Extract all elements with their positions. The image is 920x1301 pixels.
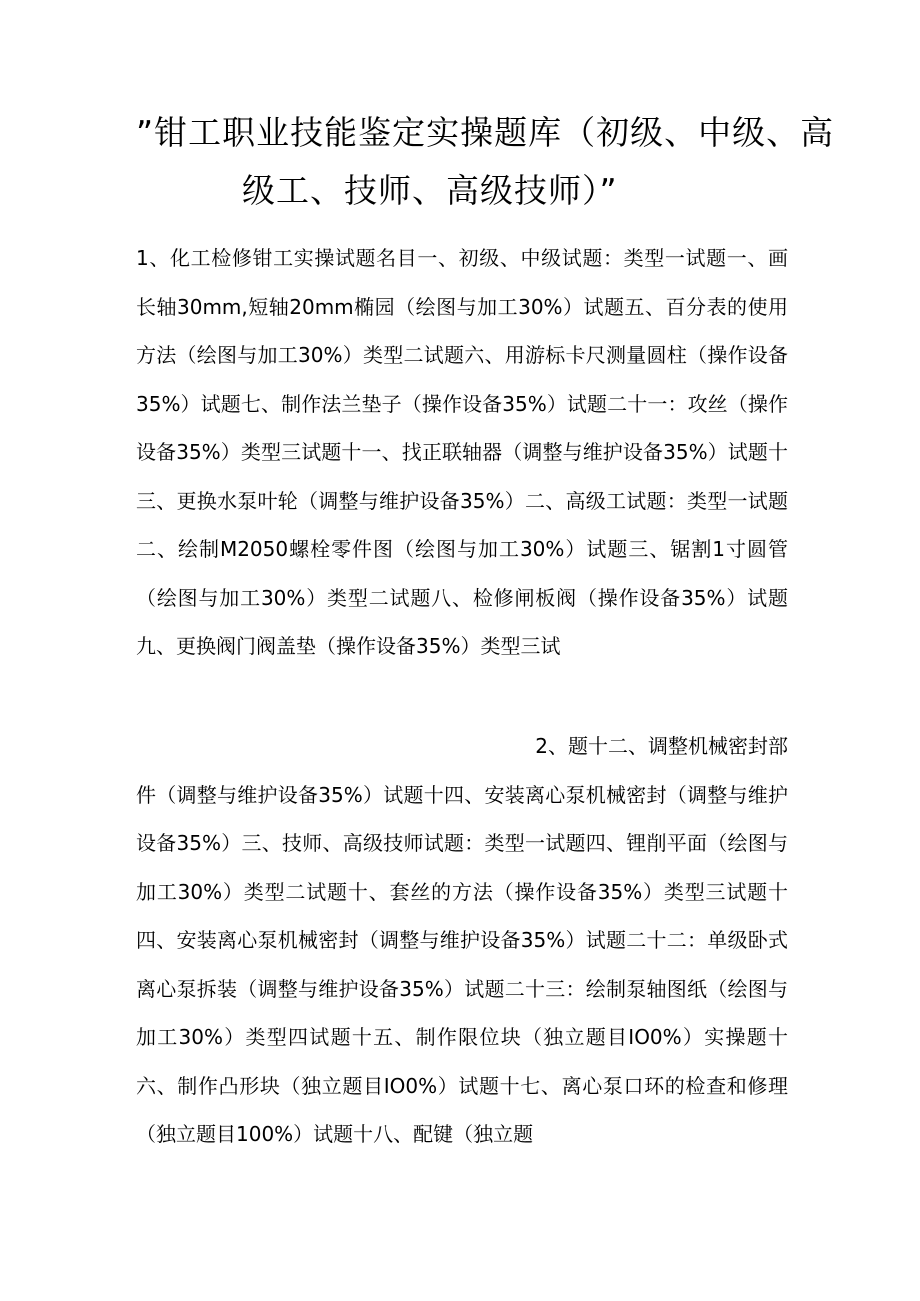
paragraph-1: 1、化工检修钳工实操试题名目一、初级、中级试题：类型一试题一、画长轴30mm,短轴20mm椭园（绘图与加工30%）试题五、百分表的使用方法（绘图与加工30%）类型二试题六、用游标卡尺测量圆柱（操作设备35%）试题七、制作法兰垫子（操作设备35%）试题二十一：攻丝（操作设备35%）类型三试题十一、找正联轴器（调整与维护设备35%）试题十三、更换水泵叶轮（调整与维护设备35%）二、高级工试题：类型一试题二、绘制M2050螺栓零件图（绘图与加工30%）试题三、锯割1寸圆管（绘图与加工30%）类型二试题八、检修闸板阀（操作设备35%）试题九、更换阀门阀盖垫（操作设备35%）类型三试 bbox=[136, 246, 788, 658]
paragraph-2-body: 件（调整与维护设备35%）试题十四、安装离心泵机械密封（调整与维护设备35%）三、技师、高级技师试题：类型一试题四、锂削平面（绘图与加工30%）类型二试题十、套丝的方法（操作设备35%）类型三试题十四、安装离心泵机械密封（调整与维护设备35%）试题二十二：单级卧式离心泵拆装（调整与维护设备35%）试题二十三：绘制泵轴图纸（绘图与加工30%）类型四试题十五、制作限位块（独立题目IO0%）实操题十六、制作凸形块（独立题目IO0%）试题十七、离心泵口环的检查和修理（独立题目100%）试题十八、配键（独立题 bbox=[136, 782, 788, 1146]
document-title bbox=[136, 104, 835, 220]
title-line-1: ”钳工职业技能鉴定实操题库（初级、中级、高 bbox=[136, 113, 835, 152]
paragraph-2 bbox=[136, 722, 788, 1159]
paragraph-2-first-line: 2、题十二、调整机械密封部 bbox=[535, 734, 788, 758]
title-line-2: 级工、技师、高级技师）” bbox=[242, 171, 618, 210]
